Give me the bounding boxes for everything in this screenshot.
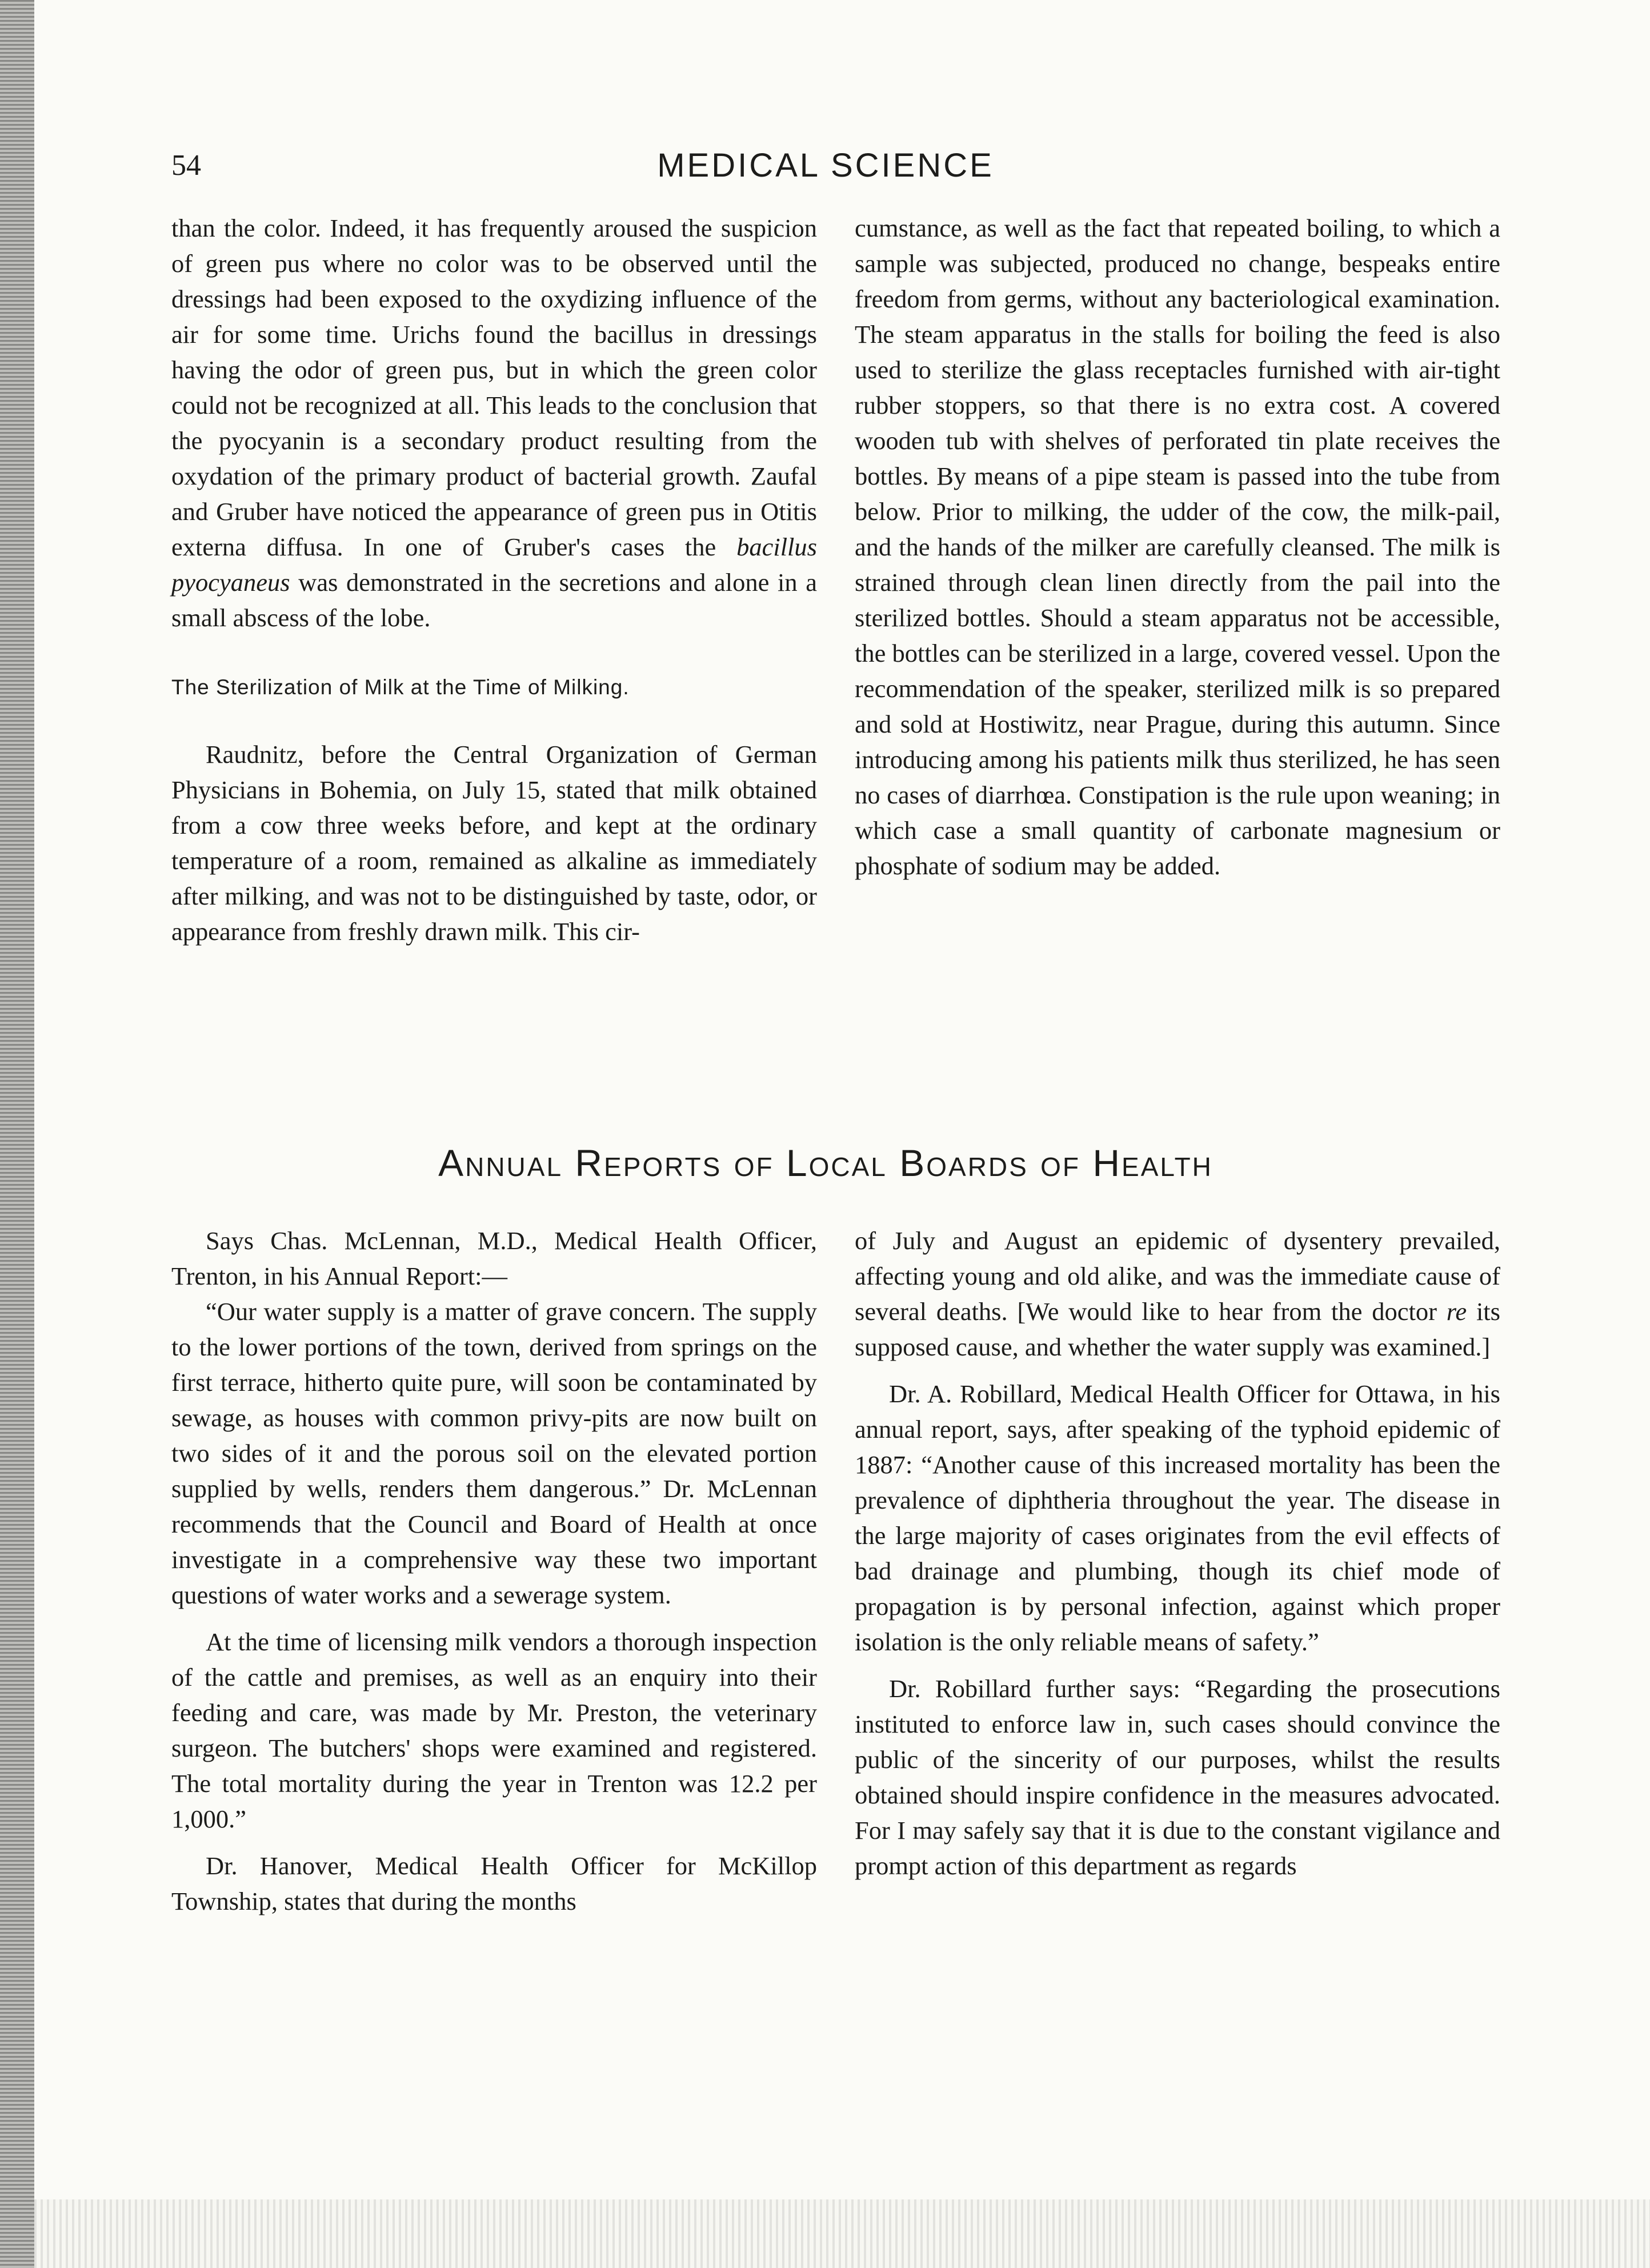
text-run: was demonstrated in the secretions and alone in a small abscess of the lobe. (171, 568, 817, 632)
page-edge-binding (0, 0, 34, 2268)
page-edge-bottom (34, 2199, 1650, 2268)
subheading-sterilization-of-milk: The Sterilization of Milk at the Time of Milking. (171, 675, 630, 699)
italic-term: bacillus pyocyaneus (171, 533, 817, 597)
section-title: Annual Reports of Local Boards of Health (438, 1142, 1213, 1184)
article2-left-column (171, 1223, 817, 1919)
italic-term: re (1446, 1297, 1467, 1326)
article2-left-paragraph-3: At the time of licensing milk vendors a thorough inspection of the cattle and premises, as well as an enquiry into their feeding and care, was made by Mr. Preston, the veterinary surgeon. The butchers' shops were examined and registered. The total mortality during the year in Trenton was 12.2 per 1,000.” (171, 1627, 817, 1833)
article1-left-paragraph-1 (171, 210, 817, 635)
text-run: of July and August an epidemic of dysentery prevailed, affecting young and old alike, and was the immediate cause of several deaths. [We would like to hear from the doctor (855, 1226, 1500, 1326)
article1-left-column (171, 210, 817, 949)
article2-right-paragraph-1 (855, 1223, 1500, 1365)
article2-left-paragraph-1: Says Chas. McLennan, M.D., Medical Health Officer, Trenton, in his Annual Report:— (171, 1226, 817, 1290)
article1-left-paragraph-2: Raudnitz, before the Central Organization of German Physicians in Bohemia, on July 15, stated that milk obtained from a cow three weeks before, and kept at the ordinary temperature of a room, remained as alkaline as immediately after milking, and was not to be distinguished by taste, odor, or appearance from freshly drawn milk. This cir- (171, 740, 817, 946)
article2-right-paragraph-3: Dr. Robillard further says: “Regarding the prosecutions instituted to enforce law in, such cases should convince the public of the sincerity of our purposes, whilst the results obtained should inspire confidence in the measures advocated. For I may safely say that it is due to the constant vigilance and prompt action of this department as regards (855, 1674, 1500, 1880)
running-title: MEDICAL SCIENCE (657, 147, 994, 184)
article2-left-paragraph-4: Dr. Hanover, Medical Health Officer for McKillop Township, states that during the months (171, 1851, 817, 1915)
article2-right-paragraph-2: Dr. A. Robillard, Medical Health Officer for Ottawa, in his annual report, says, after speaking of the typhoid epidemic of 1887: “Another cause of this increased mortality has been the prevalence of diphtheria throughout the year. The disease in the large majority of cases originates from the evil effects of bad drainage and plumbing, though its chief mode of propagation is by personal infection, against which proper isolation is the only reliable means of safety.” (855, 1379, 1500, 1656)
text-run: than the color. Indeed, it has frequently aroused the suspicion of green pus where no color was to be observed until the dressings had been exposed to the oxydizing influence of the air for some time. Urichs found the bacillus in dressings having the odor of green pus, but in which the green color could not be recognized at all. This leads to the conclusion that the pyocyanin is a secondary product resulting from the oxydation of the primary product of bacterial growth. Zaufal and Gruber have noticed the appearance of green pus in Otitis externa diffusa. In one of Gruber's cases the (171, 214, 817, 561)
article1-right-column (855, 210, 1500, 883)
article2-left-paragraph-2: “Our water supply is a matter of grave concern. The supply to the lower portions of the town, derived from springs on the first terrace, hitherto quite pure, will soon be contaminated by sewage, as houses with common privy-pits are now built on two sides of it and the porous soil on the elevated portion supplied by wells, renders them dangerous.” Dr. McLennan recommends that the Council and Board of Health at once investigate in a comprehensive way these two important questions of water works and a sewerage system. (171, 1297, 817, 1609)
article1-right-paragraph-1: cumstance, as well as the fact that repeated boiling, to which a sample was subjected, produced no change, bespeaks entire freedom from germs, without any bacteriological examination. The steam apparatus in the stalls for boiling the feed is also used to sterilize the glass receptacles furnished with air-tight rubber stoppers, so that there is no extra cost. A covered wooden tub with shelves of perforated tin plate receives the bottles. By means of a pipe steam is passed into the tube from below. Prior to milking, the udder of the cow, the milk-pail, and the hands of the milker are carefully cleansed. The milk is strained through clean linen directly from the pail into the sterilized bottles. Should a steam apparatus not be accessible, the bottles can be sterilized in a large, covered vessel. Upon the recommendation of the speaker, sterilized milk is so prepared and sold at Hostiwitz, near Prague, during this autumn. Since introducing among his patients milk thus sterilized, he has seen no cases of diarrhœa. Constipation is the rule upon weaning; in which case a small quantity of carbonate magnesium or phosphate of sodium may be added. (855, 214, 1500, 880)
article2-right-column (855, 1223, 1500, 1883)
page-number: 54 (171, 149, 201, 182)
page-header (171, 143, 1480, 189)
text-run: its supposed cause, and whether the water supply was examined.] (855, 1297, 1500, 1361)
